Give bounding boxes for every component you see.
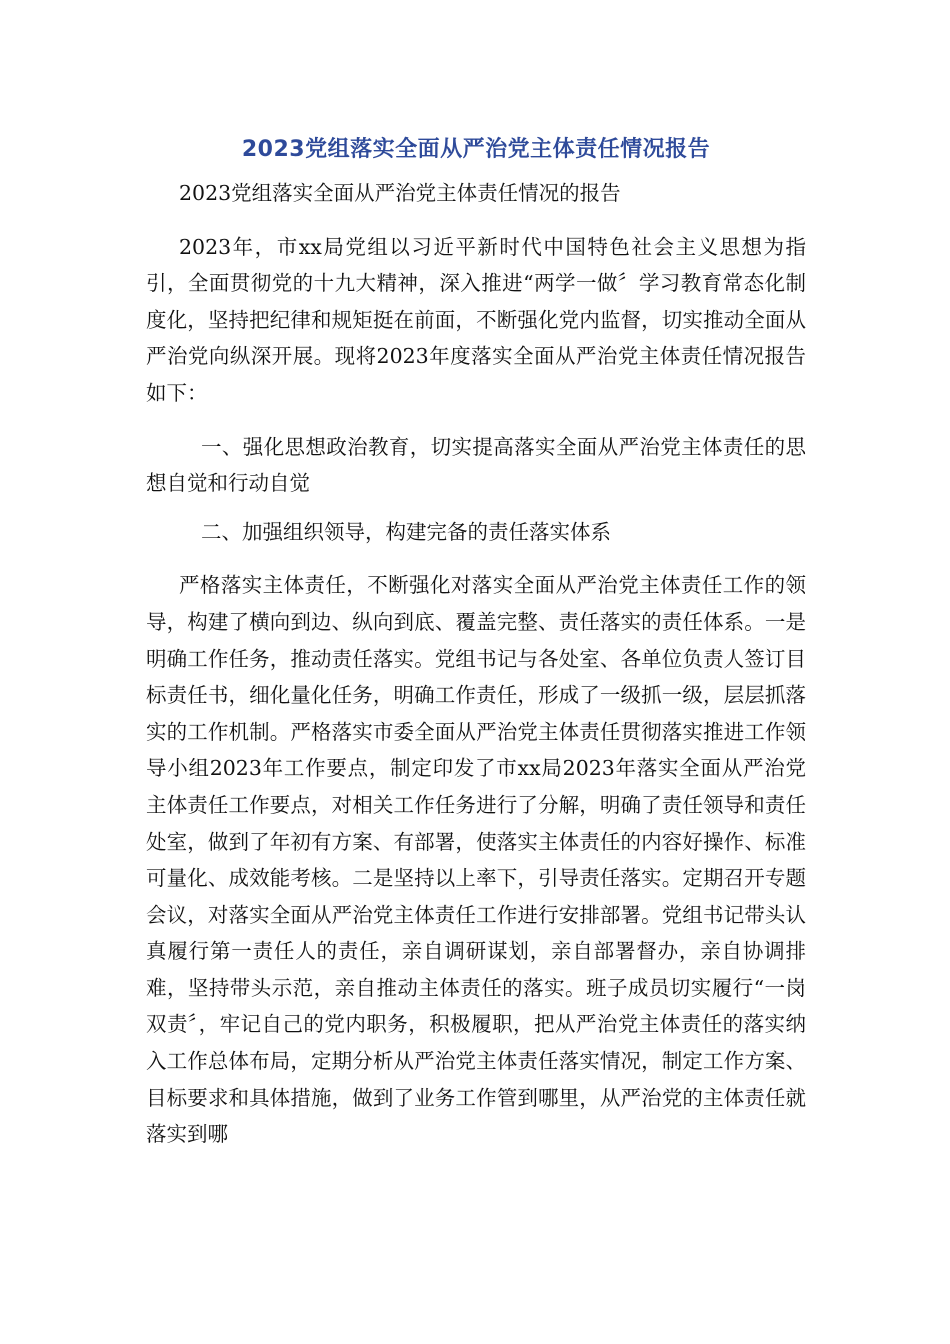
section-heading-1: 一、强化思想政治教育，切实提高落实全面从严治党主体责任的思想自觉和行动自觉 <box>146 434 806 496</box>
section-heading-2: 二、加强组织领导，构建完备的责任落实体系 <box>201 519 611 544</box>
document-subtitle: 2023党组落实全面从严治党主体责任情况的报告 <box>179 181 621 205</box>
body-paragraph: 严格落实主体责任，不断强化对落实全面从严治党主体责任工作的领导，构建了横向到边、纵向到底、覆盖完整、责任落实的责任体系。一是明确工作任务，推动责任落实。党组书记与各处室、各单位负责人签订目标责任书，细化量化任务，明确工作责任，形成了一级抓一级，层层抓落实的工作机制。严格落实市委全面从严治党主体责任贯彻落实推进工作领导小组2023年工作要点，制定印发了市xx局2023年落实全面从严治党主体责任工作要点，对相关工作任务进行了分解，明确了责任领导和责任处室，做到了年初有方案、有部署，使落实主体责任的内容好操作、标准可量化、成效能考核。二是坚持以上率下，引导责任落实。定期召开专题会议，对落实全面从严治党主体责任工作进行安排部署。党组书记带头认真履行第一责任人的责任，亲自调研谋划，亲自部署督办，亲自协调排难，坚持带头示范，亲自推动主体责任的落实。班子成员切实履行“一岗双责〞，牢记自己的党内职务，积极履职，把从严治党主体责任的落实纳入工作总体布局，定期分析从严治党主体责任落实情况，制定工作方案、目标要求和具体措施，做到了业务工作管到哪里，从严治党的主体责任就落实到哪 <box>146 573 806 1147</box>
intro-paragraph: 2023年，市xx局党组以习近平新时代中国特色社会主义思想为指引，全面贯彻党的十九大精神，深入推进“两学一做〞学习教育常态化制度化，坚持把纪律和规矩挺在前面，不断强化党内监督，切实推动全面从严治党向纵深开展。现将2023年度落实全面从严治党主体责任情况报告如下： <box>146 234 806 405</box>
document-page <box>146 128 806 1153</box>
document-title: 2023党组落实全面从严治党主体责任情况报告 <box>241 137 711 162</box>
